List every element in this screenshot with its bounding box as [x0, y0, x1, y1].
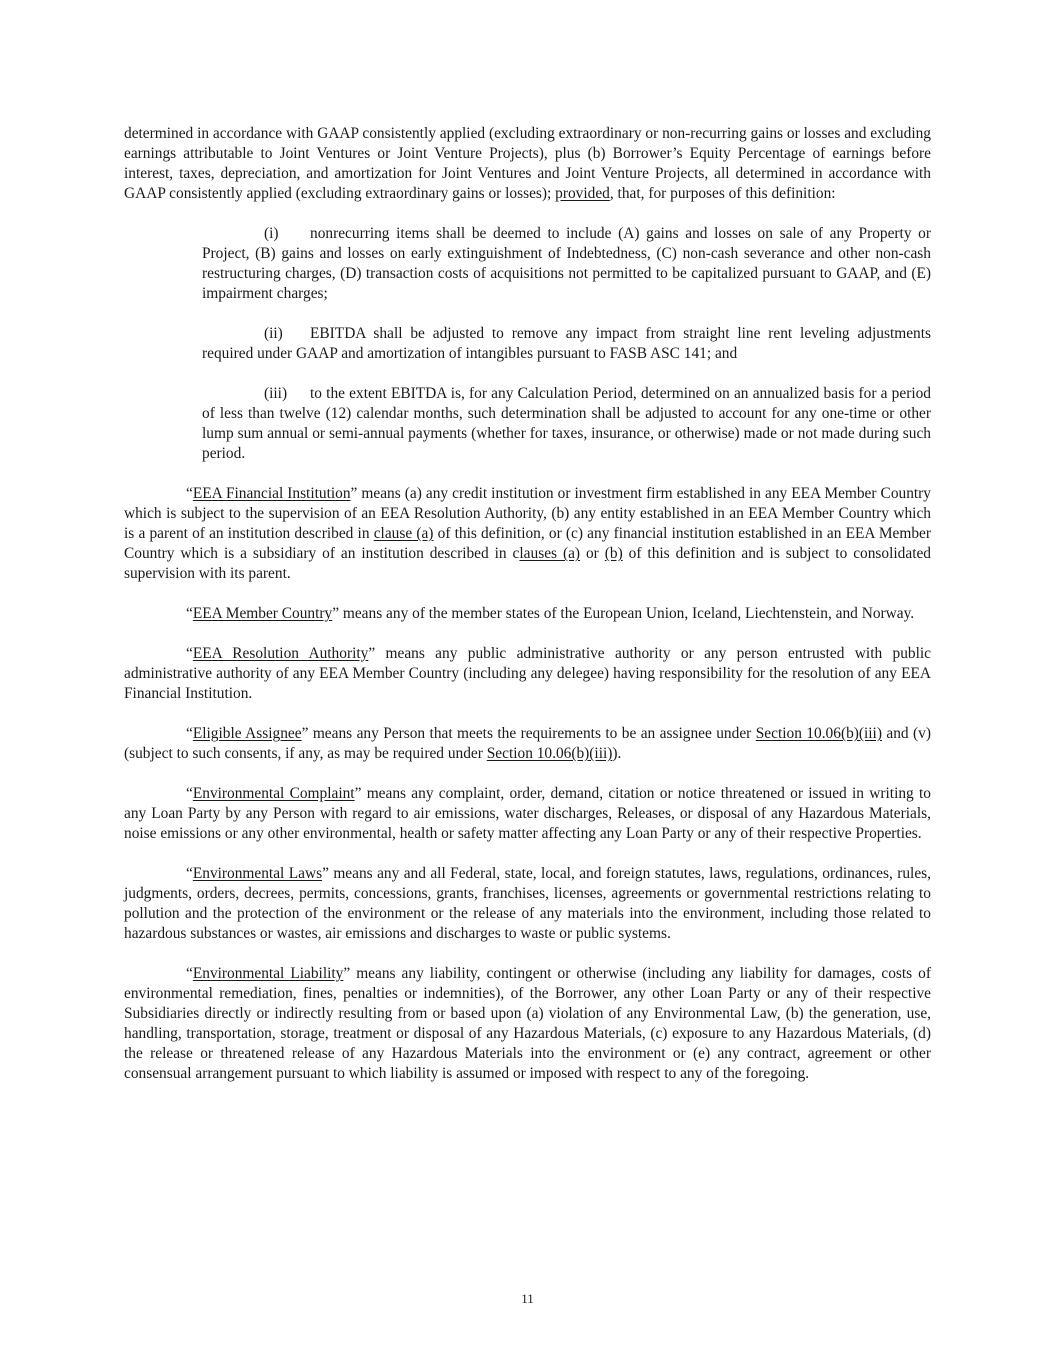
definition-environmental-liability: “Environmental Liability” means any liability, contingent or otherwise (including any liability for damages, costs of environmental remediation, fines, penalties or indemnities), of the Borrower, any other Loan Party or any of their respective Subsidiaries directly or indirectly resulting from or based upon (a) violation of any Environmental Law, (b) the generation, use, handling, transportation, storage, treatment or disposal of any Hazardous Materials, (c) exposure to any Hazardous Materials, (d) the release or threatened release of any Hazardous Materials into the environment or (e) any contract, agreement or other consensual arrangement pursuant to which liability is assumed or imposed with respect to any of the foregoing.	[124, 965, 931, 1082]
clause-text: to the extent EBITDA is, for any Calculation Period, determined on an annualized basis for a period of less than twelve (12) calendar months, such determination shall be adjusted to account for any one-time or other lump sum annual or semi-annual payments (whether for taxes, insurance, or otherwise) made or not made during such period.	[202, 385, 931, 462]
definition-eea-resolution-authority: “EEA Resolution Authority” means any public administrative authority or any person entrusted with public administrative authority of any EEA Member Country (including any delegee) having responsibility for the resolution of any EEA Financial Institution.	[124, 645, 931, 702]
defined-term: Eligible Assignee	[192, 725, 302, 742]
intro-text-1: determined in accordance with GAAP consistently applied (excluding extraordinary or non-recurring gains or losses and excluding earnings attributable to Joint Ventures or Joint Venture Projects), plus (b) Borrower’s Equity Percentage of earnings before interest, taxes, depreciation, and amortization for Joint Ventures and Joint Venture Projects, all determined in accordance with GAAP consistently applied (excluding extraordinary gains or losses);	[124, 125, 931, 202]
defined-term: Environmental Complaint	[192, 785, 355, 802]
page-number: 11	[521, 1291, 534, 1306]
definition-environmental-complaint: “Environmental Complaint” means any complaint, order, demand, citation or notice threatened or issued in writing to any Loan Party by any Person with regard to air emissions, water discharges, Releases, or disposal of any Hazardous Materials, noise emissions or any other environmental, health or safety matter affecting any Loan Party or any of their respective Properties.	[124, 785, 931, 842]
clause-text: nonrecurring items shall be deemed to include (A) gains and losses on sale of any Property or Project, (B) gains and losses on early extinguishment of Indebtedness, (C) non-cash severance and other non-cash restructuring charges, (D) transaction costs of acquisitions not permitted to be capitalized pursuant to GAAP, and (E) impairment charges;	[202, 225, 931, 302]
cross-reference: clause (a)	[373, 525, 434, 542]
clause-number: (ii)	[264, 325, 283, 342]
intro-paragraph	[124, 124, 931, 204]
provided-term: provided	[555, 185, 610, 202]
definition-eea-financial-institution: “EEA Financial Institution” means (a) any credit institution or investment firm established in any EEA Member Country which is subject to the supervision of an EEA Resolution Authority, (b) any entity established in an EEA Member Country which is a parent of an institution described in clause (a) of this definition, or (c) any financial institution established in an EEA Member Country which is a subsidiary of an institution described in clauses (a) or (b) of this definition and is subject to consolidated supervision with its parent.	[124, 485, 932, 582]
definition-eligible-assignee: “Eligible Assignee” means any Person that meets the requirements to be an assignee under Section 10.06(b)(iii) and (v) (subject to such consents, if any, as may be required under Section 10.06(b)(iii)).	[124, 725, 931, 762]
cross-reference: lauses (a)	[519, 545, 581, 562]
cross-reference: Section 10.06(b)(iii)	[486, 745, 613, 762]
clause-iii	[202, 384, 931, 464]
defined-term: EEA Member Country	[192, 605, 333, 622]
intro-text-2: , that, for purposes of this definition:	[609, 185, 836, 202]
definition-eea-member-country: “EEA Member Country” means any of the member states of the European Union, Iceland, Liechtenstein, and Norway.	[186, 605, 915, 622]
defined-term: EEA Resolution Authority	[192, 645, 369, 662]
clause-text: EBITDA shall be adjusted to remove any impact from straight line rent leveling adjustments required under GAAP and amortization of intangibles pursuant to FASB ASC 141; and	[202, 325, 931, 362]
cross-reference: Section 10.06(b)(iii)	[755, 725, 882, 742]
clause-ii	[202, 324, 931, 364]
cross-reference: (b)	[604, 545, 623, 562]
defined-term: Environmental Liability	[192, 965, 344, 982]
clause-number: (iii)	[264, 385, 288, 402]
definition-environmental-laws: “Environmental Laws” means any and all Federal, state, local, and foreign statutes, laws, regulations, ordinances, rules, judgments, orders, decrees, permits, concessions, grants, franchises, licenses, agreements or governmental restrictions relating to pollution and the protection of the environment or the release of any materials into the environment, including those related to hazardous substances or wastes, air emissions and discharges to waste or public systems.	[124, 865, 931, 942]
defined-term: EEA Financial Institution	[192, 485, 351, 502]
defined-term: Environmental Laws	[192, 865, 323, 882]
page-body	[124, 124, 931, 1104]
clause-number: (i)	[264, 225, 279, 242]
clause-i	[202, 224, 931, 304]
